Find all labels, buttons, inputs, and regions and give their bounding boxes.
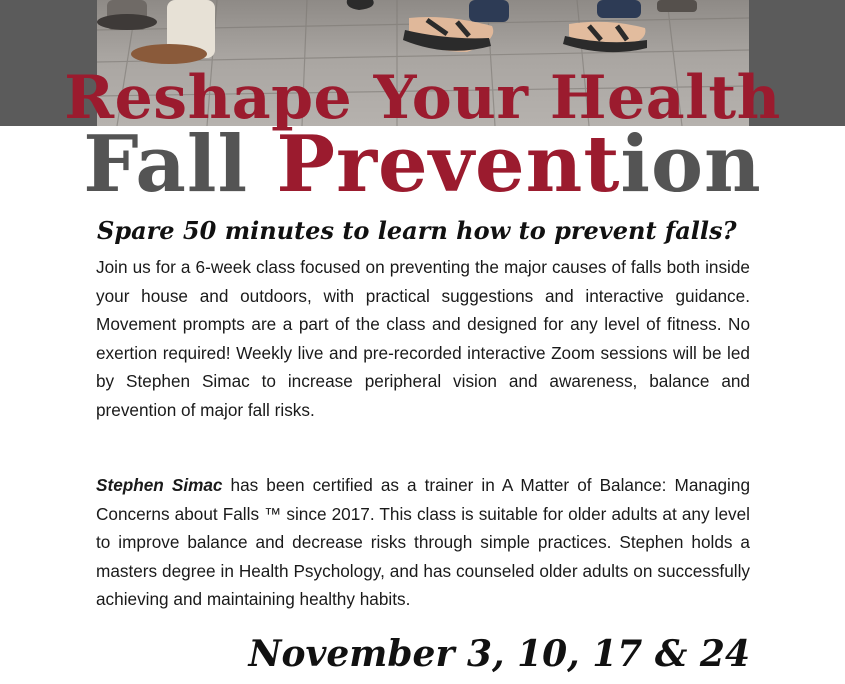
headline-reshape-your-health: Reshape Your Health	[64, 63, 781, 133]
class-dates: November 3, 10, 17 & 24	[248, 633, 750, 675]
headline-fall-prevention	[0, 120, 845, 210]
class-description: Join us for a 6-week class focused on preventing the major causes of falls both inside your house and outdoors, with practical suggestions and interactive guidance. Movement prompts are a part of the class and designed for any level of fitness. No exertion required! Weekly live and pre-recorded interactive Zoom sessions will be led by Stephen Simac to increase peripheral vision and awareness, balance and prevention of major fall risks.	[96, 257, 750, 420]
instructor-bio	[96, 471, 750, 614]
subheading-question: Spare 50 minutes to learn how to prevent falls?	[97, 216, 737, 245]
headline-word-prevent: Prevent	[276, 119, 621, 210]
headline-word-ion: ion	[620, 119, 762, 210]
headline-word-fall: Fall	[83, 119, 277, 210]
instructor-name: Stephen Simac	[96, 475, 223, 495]
instructor-bio-text: has been certified as a trainer in A Matter of Balance: Managing Concerns about Falls ™ since 2017. This class is suitable for older adults at any level to improve balance and decrease risks through simple practices. Stephen holds a masters degree in Health Psychology, and has counseled older adults on successfully achieving and maintaining healthy habits.	[96, 475, 750, 609]
